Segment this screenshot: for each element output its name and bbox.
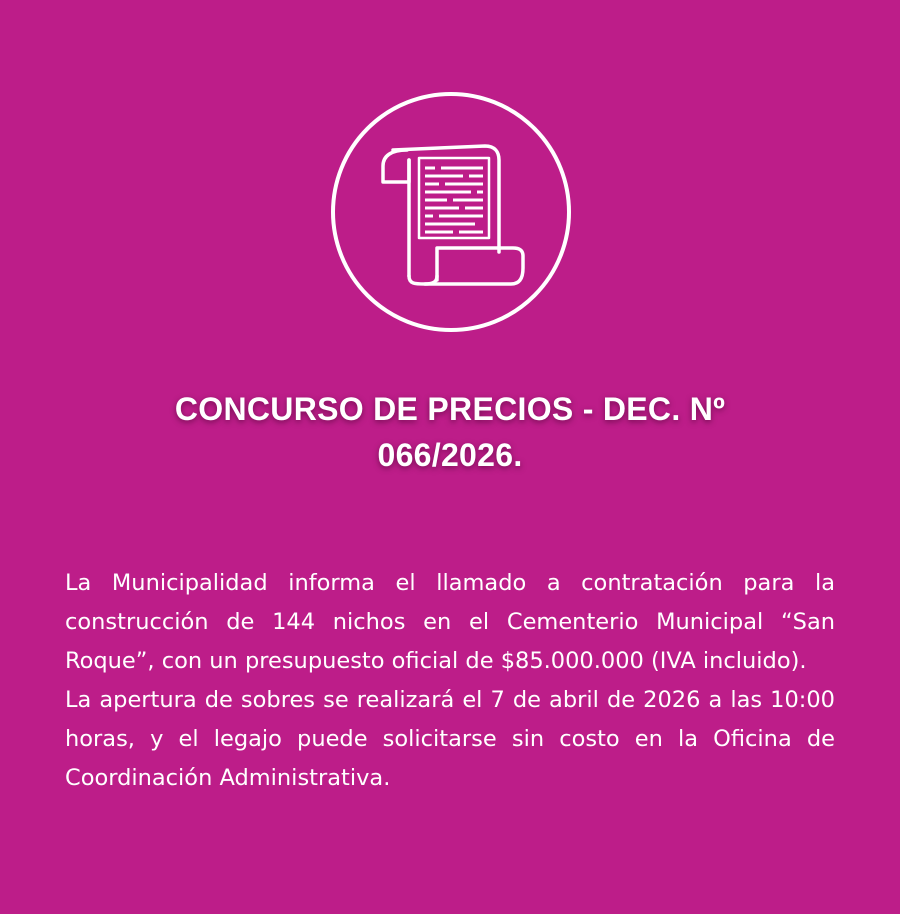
announcement-title <box>60 386 840 478</box>
icon-circle <box>331 92 571 332</box>
title-line-1: CONCURSO DE PRECIOS - DEC. Nº <box>174 391 726 427</box>
scroll-document-icon <box>335 96 567 328</box>
body-paragraph-1: La Municipalidad informa el llamado a contratación para la construcción de 144 nichos en el Cementerio Municipal “San Roque”, con un presupuesto oficial de $85.000.000 (IVA incluido). <box>65 570 835 674</box>
announcement-body <box>65 564 835 798</box>
title-line-2: 066/2026. <box>377 437 523 473</box>
body-paragraph-2: La apertura de sobres se realizará el 7 de abril de 2026 a las 10:00 horas, y el legajo puede solicitarse sin costo en la Oficina de Coordinación Administrativa. <box>65 687 835 791</box>
